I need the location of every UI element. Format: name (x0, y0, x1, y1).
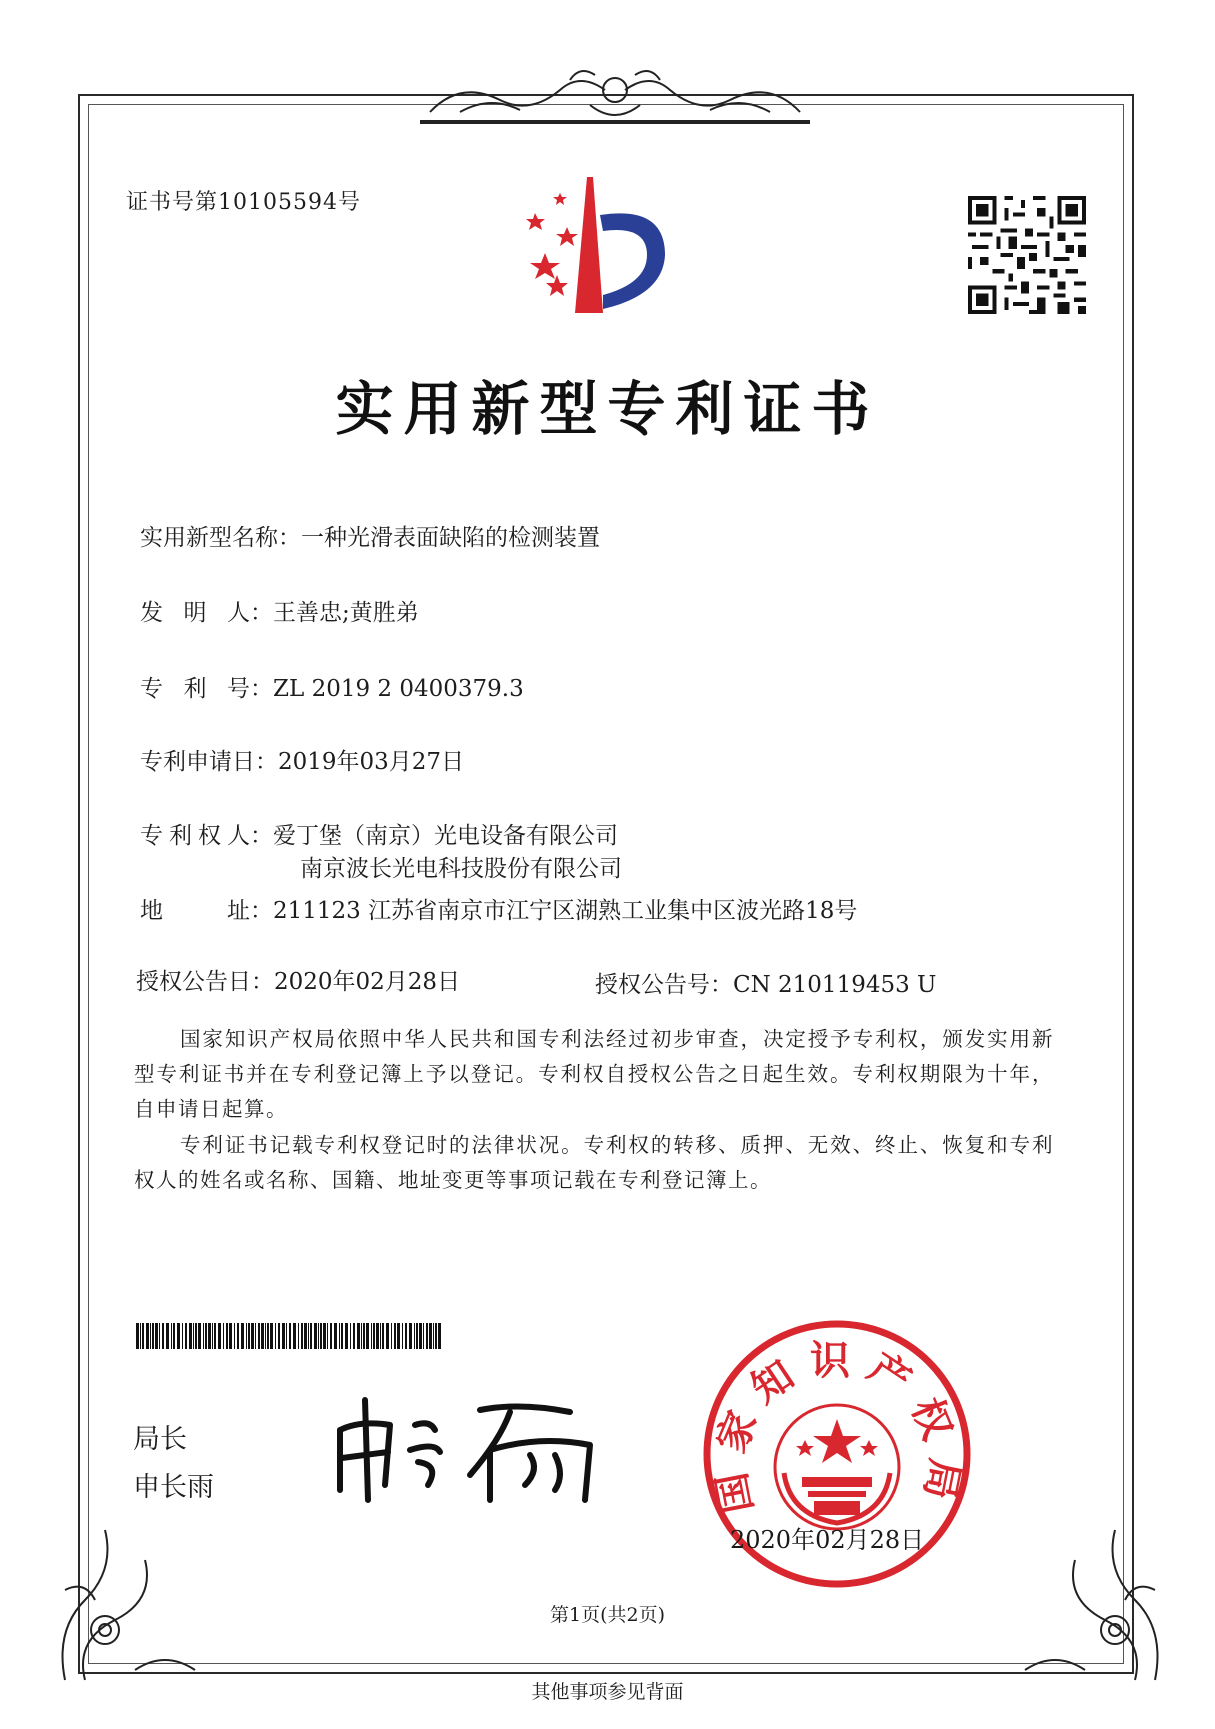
patentee-label: 专 利 权 人 (140, 823, 250, 849)
corner-ornament-right-icon (995, 1490, 1175, 1690)
address-value: 211123 江苏省南京市江宁区湖熟工业集中区波光路18号 (273, 898, 858, 924)
grant-date-value: 2020年02月28日 (274, 969, 461, 995)
patentee-value-1: 爱丁堡（南京）光电设备有限公司 (273, 823, 618, 849)
inventor-row: 发 明 人 ：王善忠;黄胜弟 (140, 594, 419, 627)
inventor-label: 发 明 人 (140, 600, 250, 626)
utility-model-name-label: 实用新型名称： (140, 525, 301, 551)
page-number: 第1页(共2页) (549, 1604, 665, 1626)
address-label: 地 址 (140, 898, 250, 924)
director-title: 局长 (133, 1424, 187, 1455)
handwritten-signature-icon (330, 1390, 610, 1510)
grant-date-label: 授权公告日： (136, 969, 274, 995)
top-ornament-icon (420, 60, 810, 130)
back-note: 其他事项参见背面 (531, 1681, 684, 1703)
utility-model-name-row (140, 519, 600, 552)
qr-code-icon (968, 196, 1086, 314)
patentee-row: 专 利 权 人 ：爱丁堡（南京）光电设备有限公司 (140, 817, 618, 850)
address-row: 地 址 ：211123 江苏省南京市江宁区湖熟工业集中区波光路18号 (140, 892, 857, 925)
grant-number-label: 授权公告号： (595, 972, 733, 998)
director-name: 申长雨 (133, 1472, 214, 1503)
patent-number-row: 专 利 号 ：ZL 2019 2 0400379.3 (140, 670, 524, 703)
svg-text:国家知识产权局: 国家知识产权局 (706, 1337, 968, 1517)
patentee-value-2: 南京波长光电科技股份有限公司 (300, 856, 622, 882)
patent-number-label: 专 利 号 (140, 676, 250, 702)
grant-number-value: CN 210119453 U (733, 972, 937, 998)
page-title: 实用新型专利证书 (335, 375, 880, 443)
application-date-label: 专利申请日： (140, 749, 278, 775)
corner-ornament-left-icon (45, 1490, 225, 1690)
cnipa-logo-icon (515, 175, 695, 325)
body-paragraph-2: 专利证书记载专利权登记时的法律状况。专利权的转移、质押、无效、终止、恢复和专利权人的姓名或名称、国籍、地址变更等事项记载在专利登记簿上。 (134, 1133, 1054, 1192)
body-paragraph-1: 国家知识产权局依照中华人民共和国专利法经过初步审查，决定授予专利权，颁发实用新型专利证书并在专利登记簿上予以登记。专利权自授权公告之日起生效。专利权期限为十年，自申请日起算。 (134, 1027, 1054, 1121)
utility-model-name-value: 一种光滑表面缺陷的检测装置 (301, 525, 600, 551)
application-date-row (140, 743, 464, 776)
grant-number-row (595, 966, 936, 999)
inventor-value: 王善忠;黄胜弟 (273, 600, 419, 626)
barcode-icon (136, 1323, 442, 1349)
certificate-number: 证书号第10105594号 (126, 190, 361, 215)
patent-number-value: ZL 2019 2 0400379.3 (273, 676, 524, 702)
grant-date-row (136, 963, 460, 996)
application-date-value: 2019年03月27日 (278, 749, 465, 775)
seal-date: 2020年02月28日 (730, 1526, 925, 1554)
